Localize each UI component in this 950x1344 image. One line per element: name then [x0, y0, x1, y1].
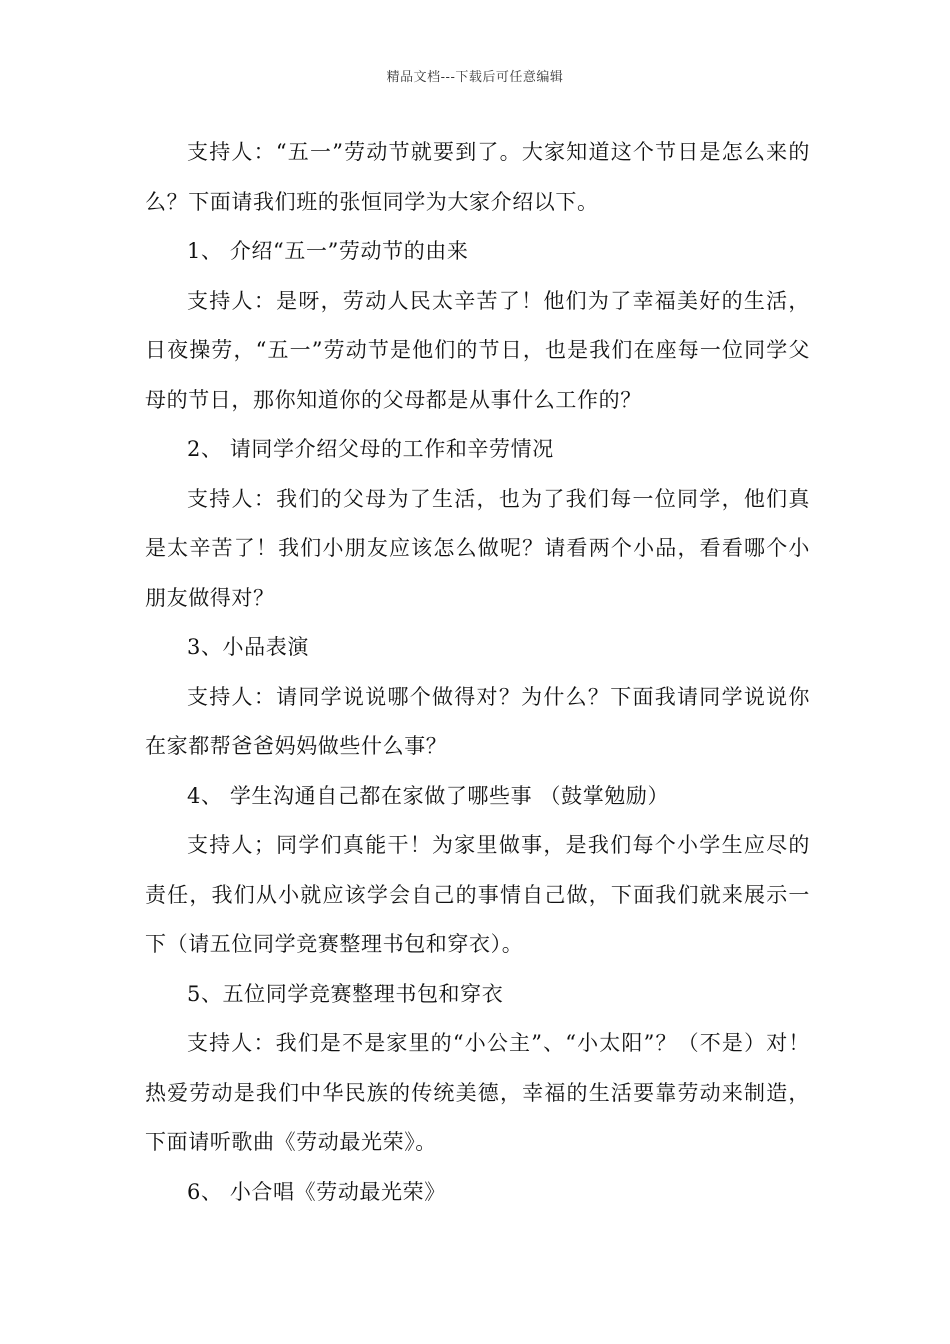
paragraph-5: 支持人；同学们真能干！为家里做事，是我们每个小学生应尽的责任，我们从小就应该学会自己的事情自己做，下面我们就来展示一下（请五位同学竞赛整理书包和穿衣）。	[145, 833, 810, 956]
paragraph-intro: 支持人：“五一”劳动节就要到了。大家知道这个节日是怎么来的么？下面请我们班的张恒同学为大家介绍以下。	[145, 140, 810, 214]
page-header: 精品文档---下载后可任意编辑	[386, 70, 564, 85]
document-body	[145, 128, 810, 1217]
list-item-3: 3、小品表演	[187, 635, 309, 659]
paragraph-3: 支持人：我们的父母为了生活，也为了我们每一位同学，他们真是太辛苦了！我们小朋友应该怎么做呢？请看两个小品，看看哪个小朋友做得对？	[145, 486, 810, 610]
list-item-5: 5、五位同学竞赛整理书包和穿衣	[187, 981, 504, 1006]
list-item-2: 2、 请同学介绍父母的工作和辛劳情况	[187, 437, 554, 461]
list-item-6: 6、 小合唱《劳动最光荣》	[187, 1179, 446, 1204]
list-item-4: 4、 学生沟通自己都在家做了哪些事 （鼓掌勉励）	[187, 783, 670, 808]
list-item-1: 1、 介绍“五一”劳动节的由来	[187, 239, 469, 263]
paragraph-4: 支持人：请同学说说哪个做得对？为什么？下面我请同学说说你在家都帮爸爸妈妈做些什么事？	[145, 684, 810, 758]
paragraph-6: 支持人：我们是不是家里的“小公主”、“小太阳”？（不是）对！热爱劳动是我们中华民族的传统美德，幸福的生活要靠劳动来制造，下面请听歌曲《劳动最光荣》。	[145, 1031, 810, 1154]
paragraph-2: 支持人：是呀，劳动人民太辛苦了！他们为了幸福美好的生活，日夜操劳，“五一”劳动节是他们的节日，也是我们在座每一位同学父母的节日，那你知道你的父母都是从事什么工作的？	[145, 288, 810, 412]
